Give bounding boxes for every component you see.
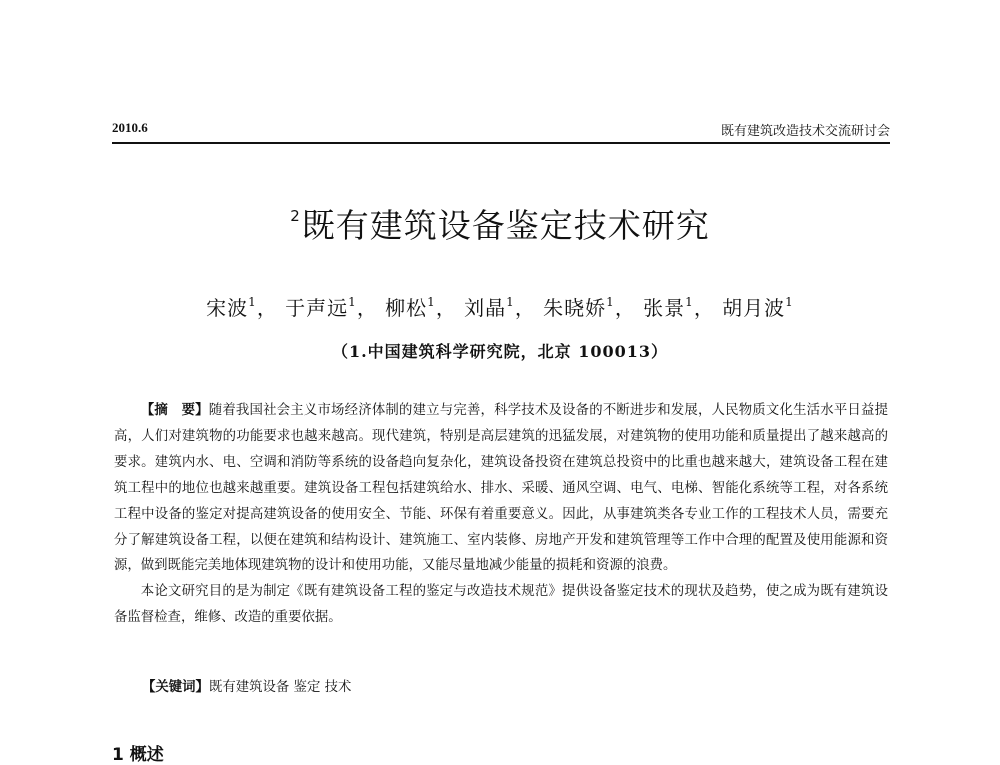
paper-title (0, 200, 1000, 247)
author-name: 柳松 (385, 296, 428, 320)
author-name: 刘晶 (464, 296, 507, 320)
author-name: 于声远 (285, 296, 349, 320)
author-affiliation-marker: 1 (785, 295, 794, 309)
abstract-paragraph (114, 398, 888, 579)
author-name: 张景 (643, 296, 686, 320)
author-list: 宋波$^1$， 于声远$^1$， 柳松$^1$， 刘晶$^1$， 朱晓娇$^1$， 张景$^1$， 胡月波$^1$ (206, 295, 794, 320)
author-affiliation-marker: 1 (506, 295, 515, 309)
author-affiliation-marker: 1 (685, 295, 694, 309)
author-name: 朱晓娇 (543, 296, 607, 320)
title-text: 既有建筑设备鉴定技术研究 (301, 206, 710, 245)
header-conference-name: 既有建筑改造技术交流研讨会 (720, 124, 890, 139)
abstract (114, 398, 888, 631)
header-rule (112, 142, 890, 144)
author-affiliation-marker: 1 (248, 295, 257, 309)
author-affiliation-marker: 1 (606, 295, 615, 309)
keywords (142, 676, 351, 695)
section-heading: 1 概述 (112, 745, 164, 765)
running-header (112, 118, 890, 140)
abstract-paragraph: 本论文研究目的是为制定《既有建筑设备工程的鉴定与改造技术规范》提供设备鉴定技术的现状及趋势，使之成为既有建筑设备监督检查，维修、改造的重要依据。 (114, 584, 888, 626)
affiliation: （1.中国建筑科学研究院，北京 100013） (331, 342, 669, 361)
keywords-text: 既有建筑设备 鉴定 技术 (208, 680, 352, 695)
keywords-label: 【关键词】 (142, 679, 209, 695)
header-date: 2010.6 (112, 120, 148, 135)
abstract-text: 随着我国社会主义市场经济体制的建立与完善，科学技术及设备的不断进步和发展，人民物质文化生活水平日益提高，人们对建筑物的功能要求也越来越高。现代建筑，特别是高层建筑的迅猛发展，对建筑物的使用功能和质量提出了越来越高的要求。建筑内水、电、空调和消防等系统的设备趋向复杂化，建筑设备投资在建筑总投资中的比重也越来越大，建筑设备工程在建筑工程中的地位也越来越重要。建筑设备工程包括建筑给水、排水、采暖、通风空调、电气、电梯、智能化系统等工程，对各系统工程中设备的鉴定对提高建筑设备的使用安全、节能、环保有着重要意义。因此，从事建筑类各专业工作的工程技术人员，需要充分了解建筑设备工程，以便在建筑和结构设计、建筑施工、室内装修、房地产开发和建筑管理等工作中合理的配置及使用能源和资源，做到既能完美地体现建筑物的设计和使用功能，又能尽量地减少能量的损耗和资源的浪费。 (114, 403, 889, 574)
title-footnote-marker: 2 (290, 207, 301, 225)
author-name: 宋波 (206, 296, 249, 320)
abstract-label: 【摘 要】 (140, 402, 209, 418)
author-affiliation-marker: 1 (427, 295, 436, 309)
author-affiliation-marker: 1 (348, 295, 357, 309)
author-name: 胡月波 (722, 296, 786, 320)
